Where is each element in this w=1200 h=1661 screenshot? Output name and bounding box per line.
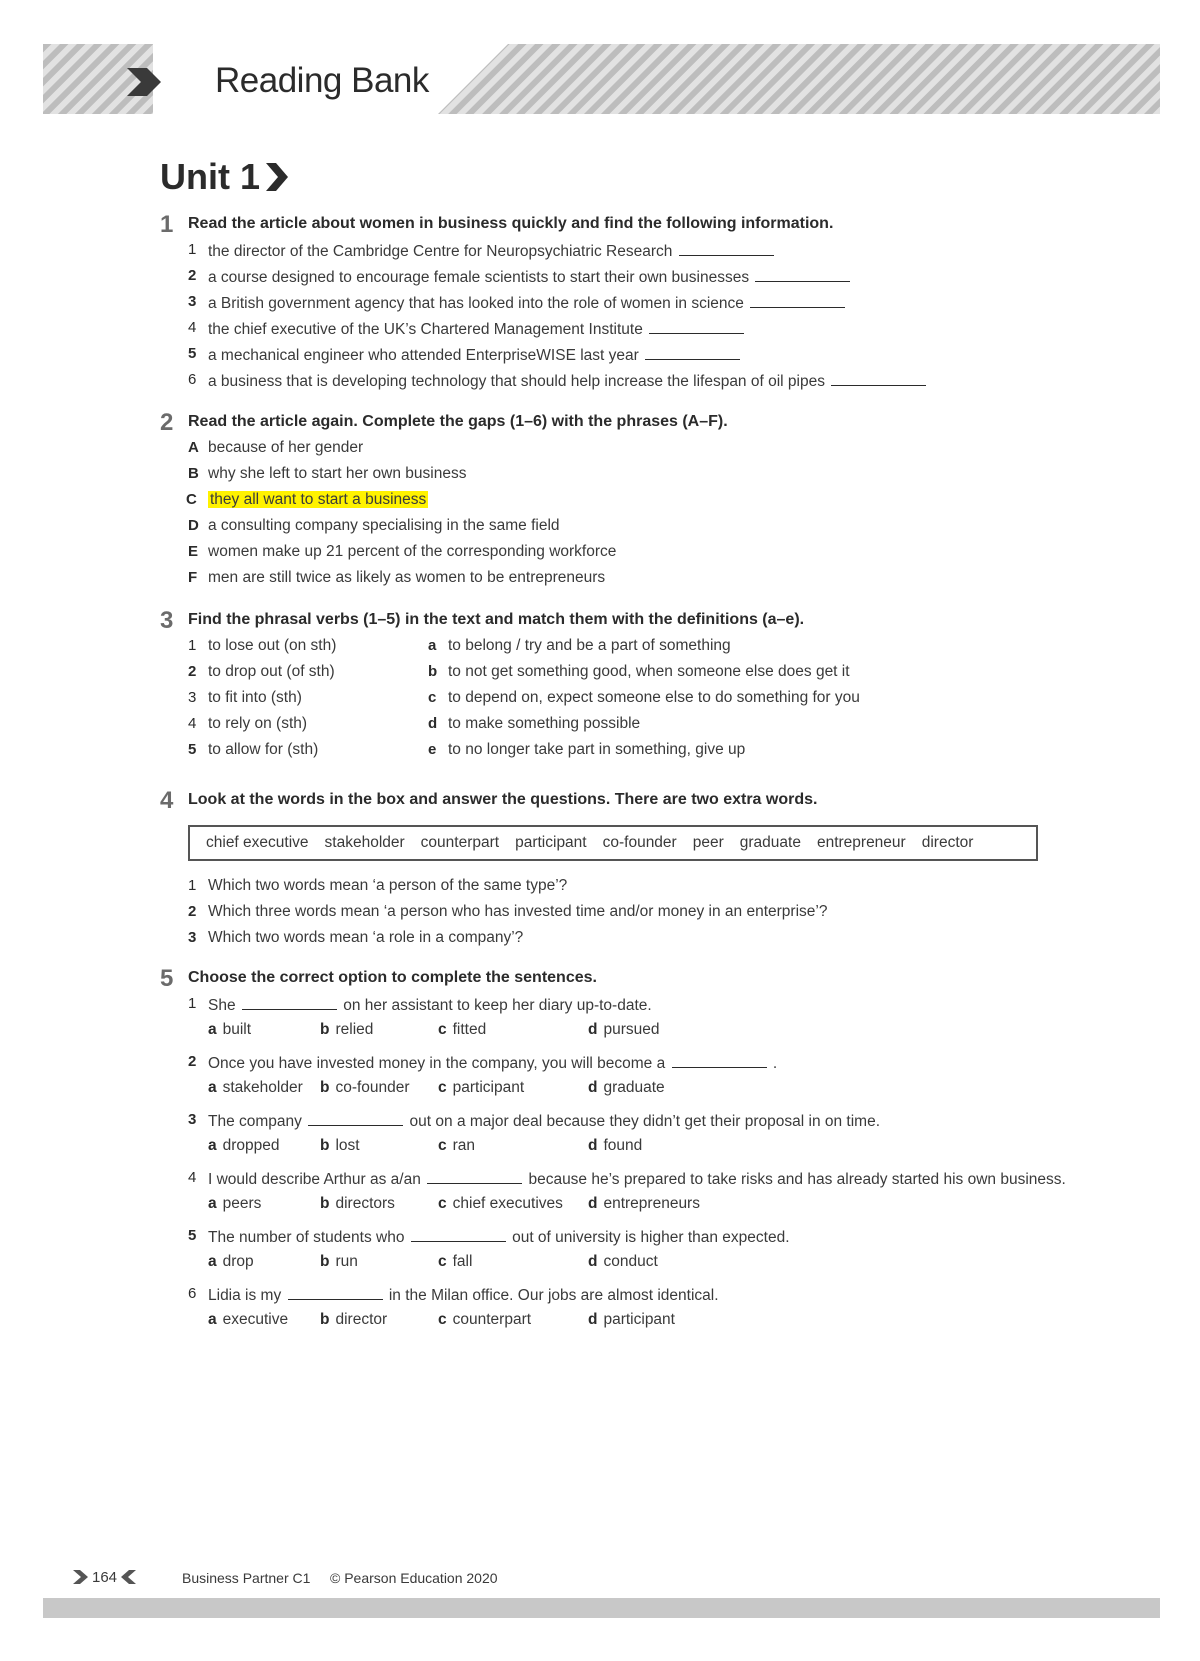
option-b[interactable]: b co-founder — [320, 1079, 410, 1096]
exercise-instruction: Choose the correct option to complete the sentences. — [188, 969, 597, 986]
option-a[interactable]: a built — [208, 1021, 252, 1038]
answer-blank[interactable] — [645, 345, 740, 360]
book-title: Business Partner C1 — [182, 1570, 311, 1586]
option-a[interactable]: a peers — [208, 1195, 262, 1212]
exercise-1 — [160, 211, 1120, 397]
exercise-instruction: Find the phrasal verbs (1–5) in the text and match them with the definitions (a–e). — [188, 611, 805, 628]
answer-options — [160, 1021, 1120, 1047]
answer-blank[interactable] — [831, 371, 926, 386]
option-c[interactable]: c counterpart — [438, 1311, 532, 1328]
answer-options — [160, 1311, 1120, 1337]
question-item: 2 Which three words mean ‘a person who has invested time and/or money in an enterprise’? — [188, 903, 828, 920]
word-box-item: entrepreneur — [816, 834, 906, 851]
option-c[interactable]: c fitted — [438, 1021, 487, 1038]
word-box — [188, 825, 1038, 861]
reading-bank-banner — [43, 44, 1160, 114]
exercise-number: 2 — [160, 409, 174, 436]
exercise-number: 3 — [160, 607, 174, 634]
option-b[interactable]: b relied — [320, 1021, 374, 1038]
page-title: Reading Bank — [215, 61, 429, 100]
word-box-item: counterpart — [420, 834, 500, 851]
answer-blank[interactable] — [755, 267, 850, 282]
option-d[interactable]: d entrepreneurs — [588, 1195, 700, 1212]
exercise-3 — [160, 607, 1120, 767]
list-item: A because of her gender — [188, 439, 364, 456]
option-c[interactable]: c ran — [438, 1137, 476, 1154]
question-item: 6 Lidia is my in the Milan office. Our jobs are almost identical. — [188, 1285, 719, 1304]
question-item: 1 She on her assistant to keep her diary up-to-date. — [188, 995, 652, 1014]
matching-row: 4 to rely on (sth) d to make something possible — [188, 715, 641, 732]
word-box-item: graduate — [739, 834, 801, 851]
question-item: 3 The company out on a major deal because they didn’t get their proposal in on time. — [188, 1111, 881, 1130]
chevron-left-icon — [119, 1568, 137, 1586]
answer-blank[interactable] — [308, 1111, 403, 1126]
exercise-number: 1 — [160, 211, 174, 238]
unit-title-text: Unit 1 — [160, 156, 261, 197]
answer-blank[interactable] — [750, 293, 845, 308]
answer-options — [160, 1253, 1120, 1279]
list-item: 6 a business that is developing technology that should help increase the lifespan of oil pipes — [160, 371, 1120, 397]
option-d[interactable]: d conduct — [588, 1253, 658, 1270]
question-item: 5 The number of students who out of university is higher than expected. — [188, 1227, 790, 1246]
option-c[interactable]: c fall — [438, 1253, 473, 1270]
answer-blank[interactable] — [672, 1053, 767, 1068]
answer-options — [160, 1137, 1120, 1163]
bottom-bar — [43, 1598, 1160, 1618]
question-item: 3 Which two words mean ‘a role in a company’? — [188, 929, 524, 946]
answer-blank[interactable] — [649, 319, 744, 334]
unit-title — [160, 156, 290, 198]
matching-row: 2 to drop out (of sth) b to not get something good, when someone else does get it — [188, 663, 850, 680]
answer-blank[interactable] — [679, 241, 774, 256]
word-box-item: co-founder — [602, 834, 677, 851]
exercise-4 — [160, 787, 1120, 946]
option-a[interactable]: a drop — [208, 1253, 254, 1270]
word-box-item: director — [921, 834, 974, 851]
option-c[interactable]: c participant — [438, 1079, 525, 1096]
chevron-right-icon — [264, 161, 290, 193]
exercise-instruction: Read the article again. Complete the gaps (1–6) with the phrases (A–F). — [188, 413, 728, 430]
word-box-item: stakeholder — [324, 834, 405, 851]
answer-blank[interactable] — [288, 1285, 383, 1300]
option-d[interactable]: d found — [588, 1137, 643, 1154]
option-a[interactable]: a stakeholder — [208, 1079, 303, 1096]
list-item-highlighted: C they all want to start a business — [186, 491, 427, 508]
answer-blank[interactable] — [427, 1169, 522, 1184]
matching-row: 3 to fit into (sth) c to depend on, expect someone else to do something for you — [188, 689, 860, 706]
answer-blank[interactable] — [411, 1227, 506, 1242]
matching-row: 5 to allow for (sth) e to no longer take part in something, give up — [188, 741, 746, 758]
list-item: E women make up 21 percent of the corresponding workforce — [188, 543, 617, 560]
option-b[interactable]: b run — [320, 1253, 358, 1270]
word-box-item: participant — [515, 834, 587, 851]
option-c[interactable]: c chief executives — [438, 1195, 563, 1212]
exercise-number: 4 — [160, 787, 174, 814]
word-box-item: chief executive — [206, 834, 309, 851]
banner-stripes — [43, 44, 1160, 114]
option-a[interactable]: a dropped — [208, 1137, 280, 1154]
word-box-item: peer — [692, 834, 724, 851]
exercise-instruction: Look at the words in the box and answer the questions. There are two extra words. — [188, 791, 818, 808]
option-b[interactable]: b director — [320, 1311, 388, 1328]
option-b[interactable]: b directors — [320, 1195, 395, 1212]
question-item: 2 Once you have invested money in the company, you will become a . — [188, 1053, 778, 1072]
list-item: 3 a British government agency that has looked into the role of women in science — [160, 293, 1120, 319]
question-item: 4 I would describe Arthur as a/an because he’s prepared to take risks and has already started his own business. — [188, 1169, 1066, 1188]
list-item: 5 a mechanical engineer who attended EnterpriseWISE last year — [160, 345, 1120, 371]
list-item: D a consulting company specialising in the same field — [188, 517, 560, 534]
answer-blank[interactable] — [242, 995, 337, 1010]
exercise-number: 5 — [160, 965, 174, 992]
option-d[interactable]: d pursued — [588, 1021, 660, 1038]
list-item: F men are still twice as likely as women to be entrepreneurs — [188, 569, 606, 586]
copyright: © Pearson Education 2020 — [330, 1570, 498, 1586]
option-d[interactable]: d graduate — [588, 1079, 665, 1096]
option-b[interactable]: b lost — [320, 1137, 360, 1154]
page-number-text: 164 — [92, 1568, 118, 1586]
list-item: 2 a course designed to encourage female scientists to start their own businesses — [160, 267, 1120, 293]
list-item: 4 the chief executive of the UK’s Chartered Management Institute — [160, 319, 1120, 345]
highlighted-text: they all want to start a business — [210, 491, 427, 508]
question-item: 1 Which two words mean ‘a person of the same type’? — [188, 877, 568, 894]
answer-options — [160, 1195, 1120, 1221]
matching-row: 1 to lose out (on sth) a to belong / try and be a part of something — [188, 637, 731, 654]
exercise-2 — [160, 409, 1120, 595]
chevron-right-icon — [72, 1568, 90, 1586]
option-a[interactable]: a executive — [208, 1311, 289, 1328]
list-item: 1 the director of the Cambridge Centre for Neuropsychiatric Research — [160, 241, 1120, 267]
page-number — [72, 1568, 137, 1586]
exercise-instruction: Read the article about women in business quickly and find the following information. — [188, 215, 834, 232]
exercise-5 — [160, 965, 1120, 1337]
answer-options — [160, 1079, 1120, 1105]
option-d[interactable]: d participant — [588, 1311, 675, 1328]
list-item: B why she left to start her own business — [188, 465, 467, 482]
